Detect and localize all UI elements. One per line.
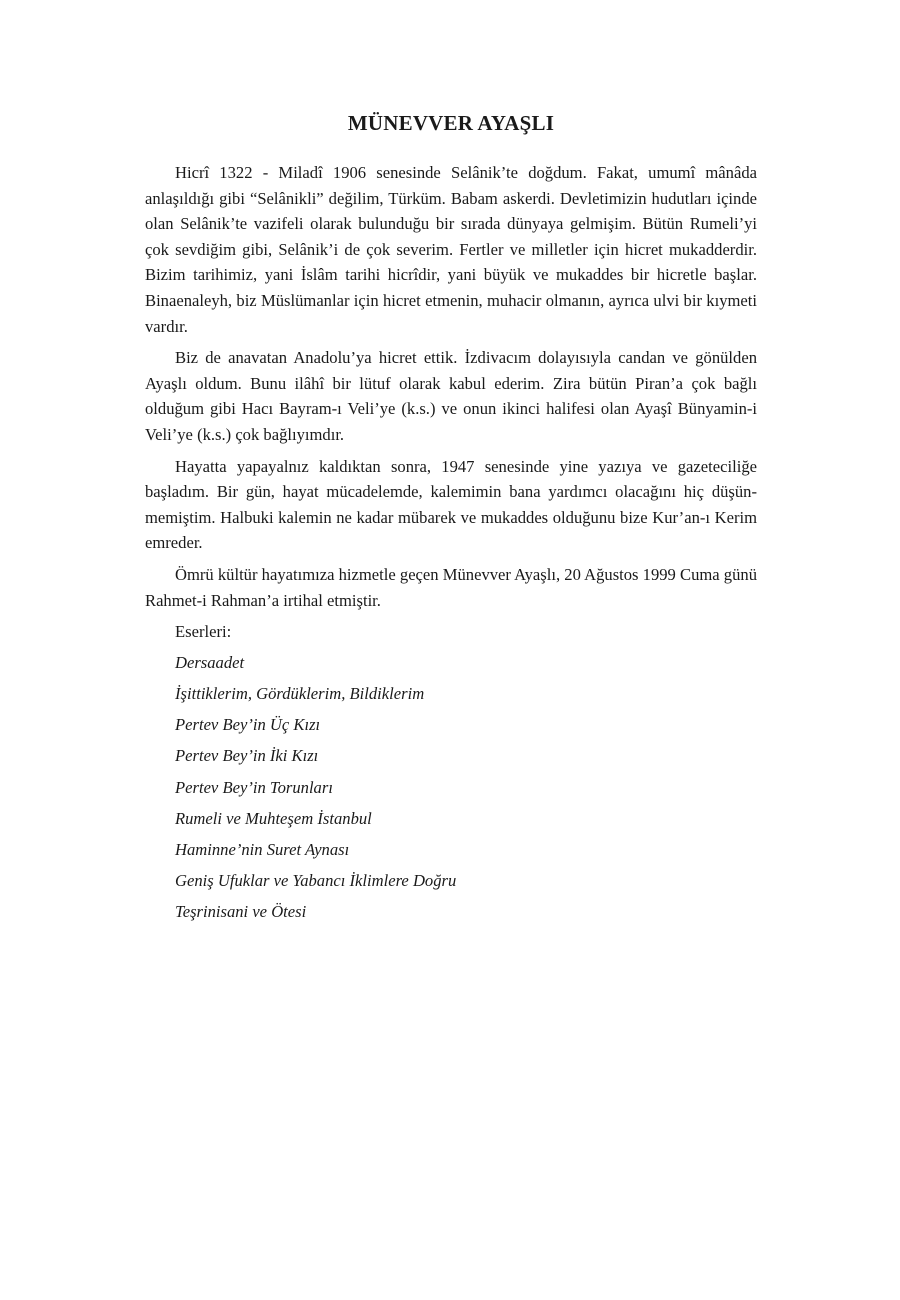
work-item: Rumeli ve Muhteşem İstanbul: [175, 808, 372, 828]
paragraph-career: Hayatta yapayalnız kaldıktan sonra, 1947 senesinde yine yazıya ve gazeteciliğe başladım. Bir gün, hayat mücadelemde, kalemimin bana yardımcı olacağını hiç düşünmemiştim. Halbuki kalemin ne kadar mübarek ve mukaddes olduğunu bize Kur’an-ı Kerim emreder.: [145, 456, 757, 553]
work-item: İşittiklerim, Gördüklerim, Bildiklerim: [175, 684, 425, 704]
page-title: MÜNEVVER AYAŞLI: [347, 111, 555, 135]
work-item: Pertev Bey’in İki Kızı: [175, 746, 319, 766]
work-item: Pertev Bey’in Üç Kızı: [175, 715, 321, 735]
work-item: Geniş Ufuklar ve Yabancı İklimlere Doğru: [175, 870, 457, 890]
works-list: [145, 650, 757, 924]
document-page: [145, 108, 757, 930]
work-item: Dersaadet: [175, 653, 245, 673]
paragraph-migration: Biz de anavatan Anadolu’ya hicret ettik. İzdivacım dolayısıyla candan ve gönülden Ayaşlı oldum. Bunu ilâhî bir lütuf olarak kabul ederim. Zira bütün Piran’a çok bağlı olduğum gibi Hacı Bayram-ı Veli’ye (k.s.) ve onun ikinci halifesi olan Ayaşî Bünyamin-i Veli’ye (k.s.) çok bağlıyımdır.: [145, 348, 757, 444]
works-label: Eserleri:: [175, 622, 232, 642]
paragraph-birth: Hicrî 1322 - Miladî 1906 senesinde Selânik’te doğdum. Fakat, umumî mânâda anlaşıldığı gibi “Selânikli” değilim, Türküm. Babam askerdi. Devletimizin hudutları içinde olan Selânik’te vazifeli olarak bulunduğu bir sırada dünyaya gelmişim. Bütün Rumeli’yi çok sevdiğim gibi, Selânik’i de çok severim. Fertler ve milletler için hicret mukadderdir. Bizim tarihimiz, yani İslâm tarihi hicrîdir, yani büyük ve mukaddes bir hicretle başlar. Binaenaleyh, biz Müslümanlar için hicret etmenin, muhacir olmanın, ayrıca ulvi bir kıymeti vardır.: [145, 163, 757, 336]
work-item: Teşrinisani ve Ötesi: [175, 901, 307, 921]
paragraph-death: Ömrü kültür hayatımıza hizmetle geçen Münevver Ayaşlı, 20 Ağustos 1999 Cuma günü Rahmet-i Rahman’a irtihal etmiştir.: [145, 564, 757, 610]
work-item: Haminne’nin Suret Aynası: [175, 839, 350, 859]
work-item: Pertev Bey’in Torunları: [175, 777, 333, 797]
